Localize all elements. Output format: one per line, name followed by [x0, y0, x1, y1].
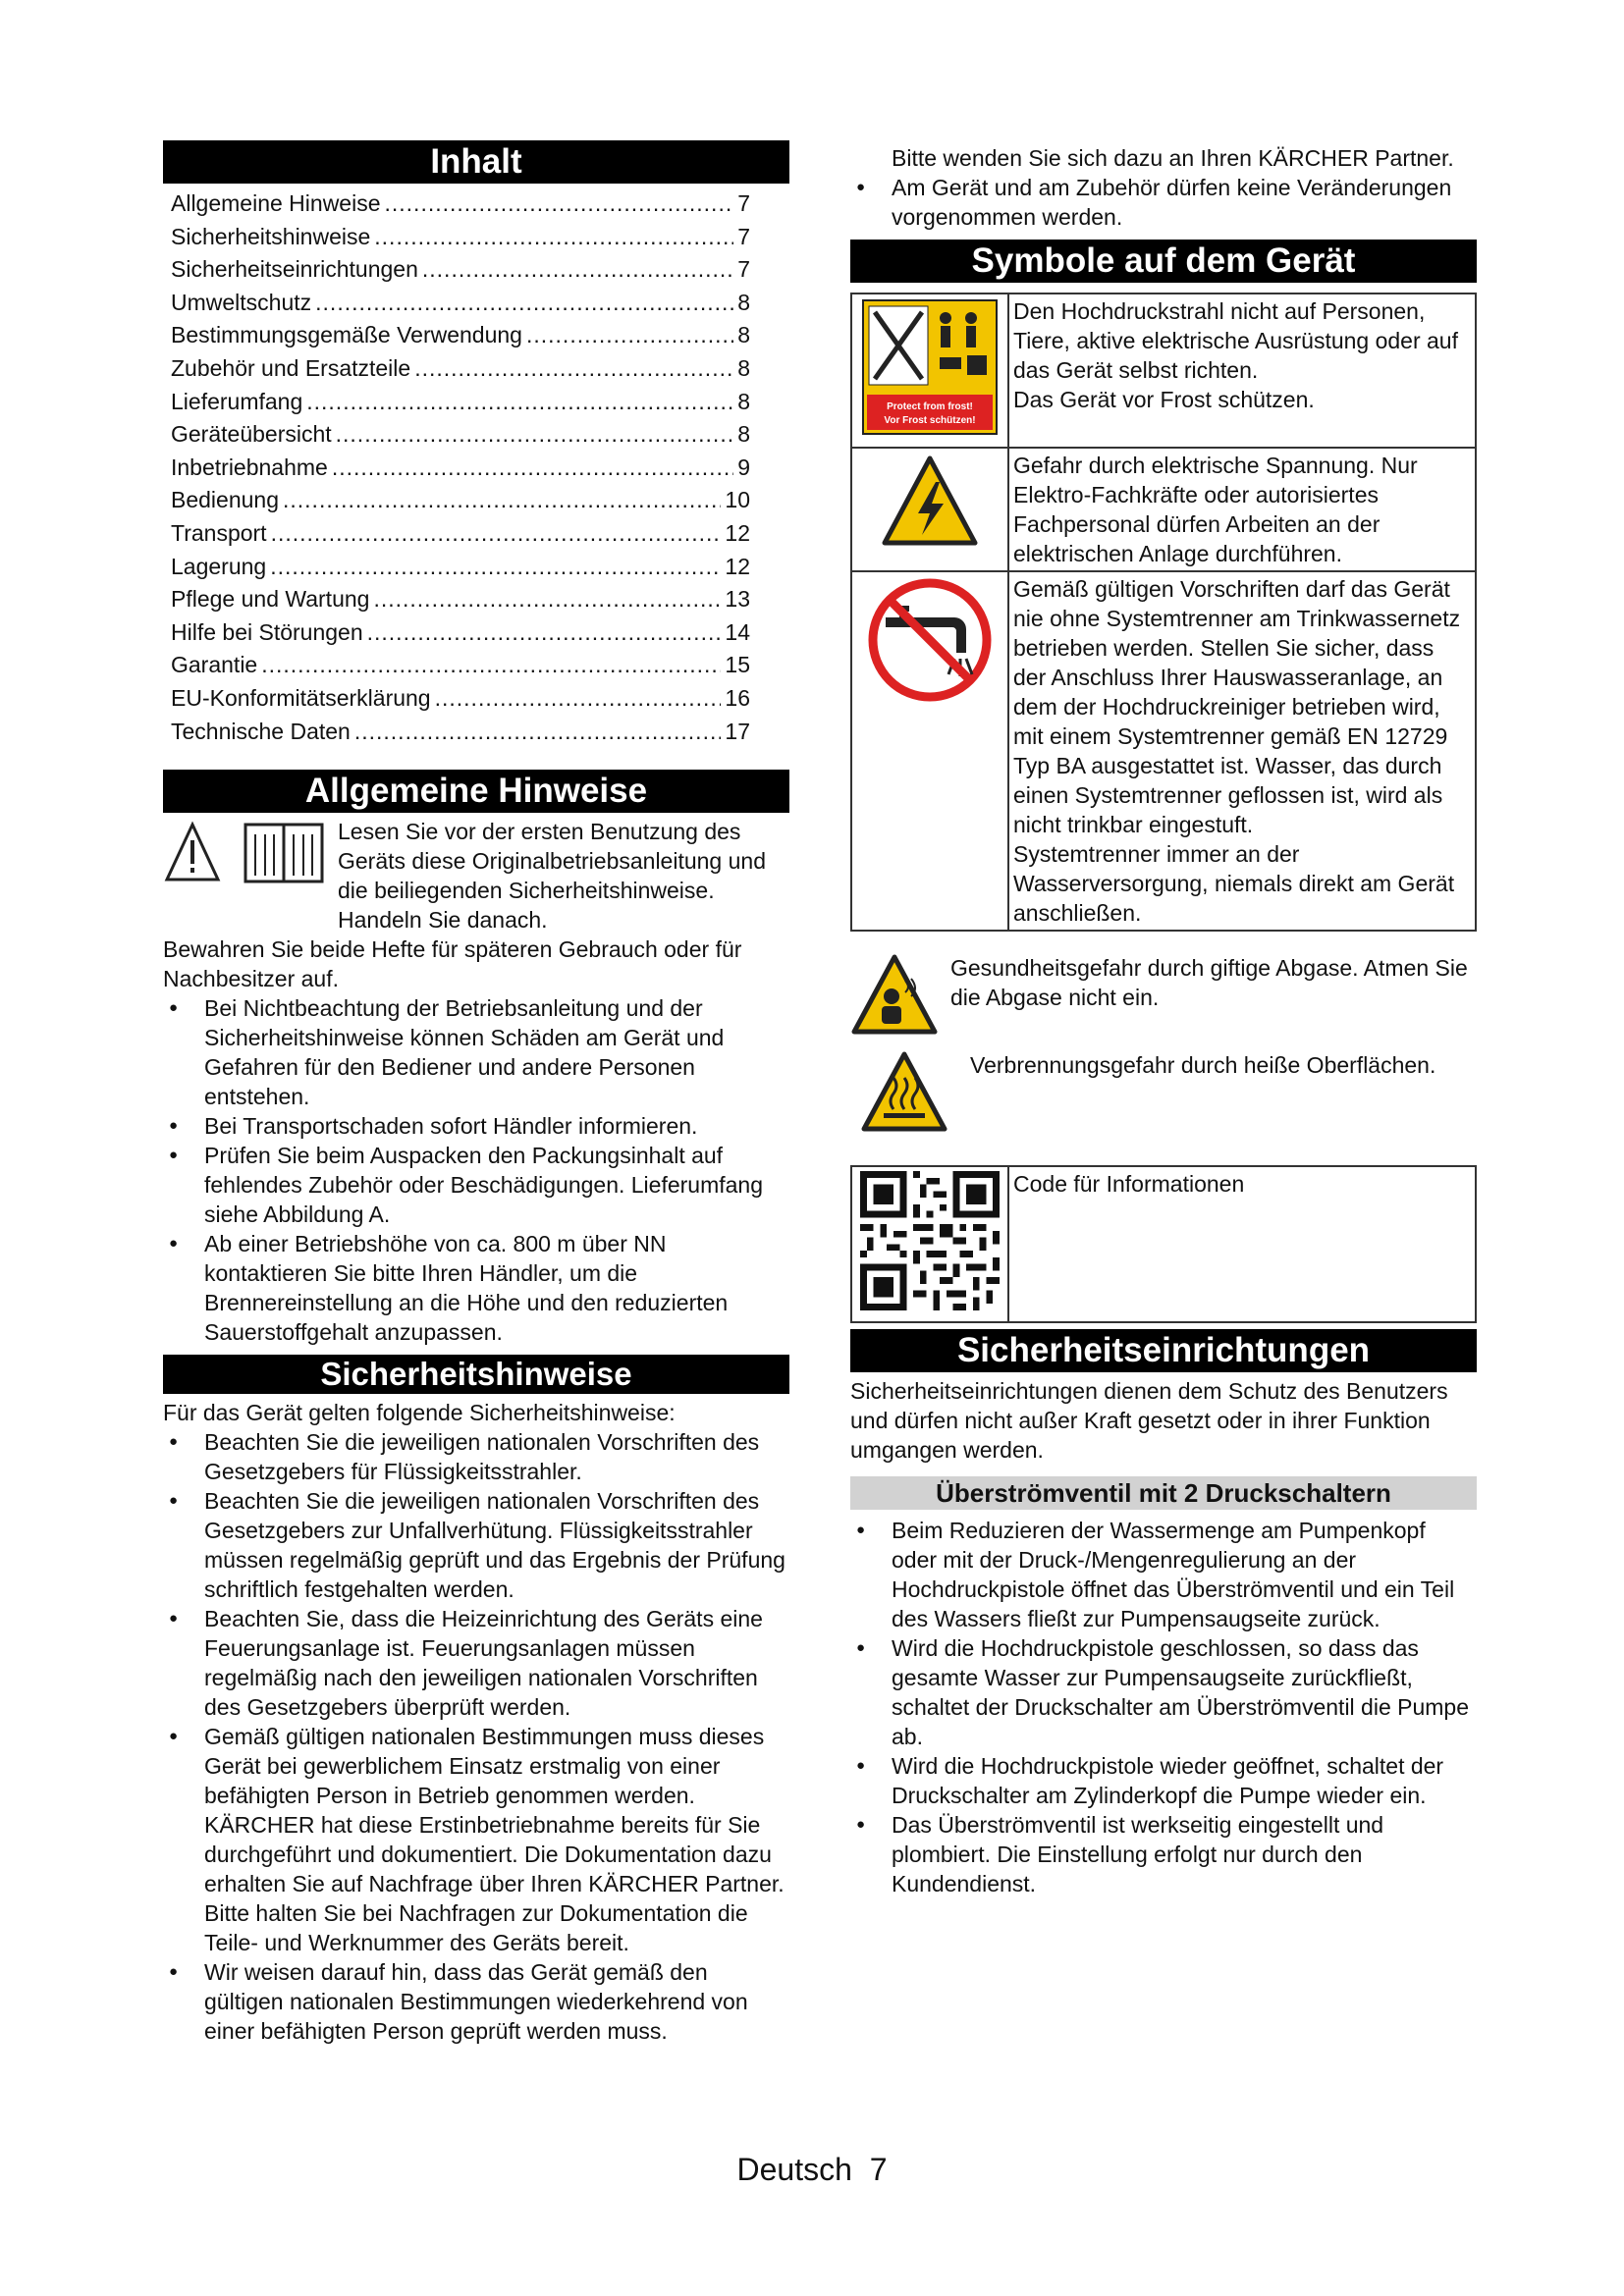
warning-and-manual-icon	[163, 819, 330, 887]
toc-entry[interactable]: Inbetriebnahme ..... 9	[163, 452, 789, 485]
allgemeine-intro-text: Lesen Sie vor der ersten Benutzung des Geräts diese Originalbetriebsanleitung und die beiliegenden Sicherheitshinweise. Handeln Sie danach.	[338, 819, 766, 934]
toc-entry[interactable]: Garantie ..... 15	[163, 649, 789, 682]
left-column	[163, 140, 789, 2046]
toc-entry[interactable]: Transport ..... 12	[163, 517, 789, 551]
list-item: ● Ab einer Betriebshöhe von ca. 800 m über NN kontaktieren Sie bitte Ihren Händler, um die Brennereinstellung an die Höhe und den reduzierten Sauerstoffgehalt anzupassen.	[163, 1229, 789, 1347]
list-item: ● Bei Nichtbeachtung der Betriebsanleitung und der Sicherheitshinweise können Schäden am Gerät und Gefahren für den Bediener und andere Personen entstehen.	[163, 993, 789, 1111]
symbol-text: Den Hochdruckstrahl nicht auf Personen, Tiere, aktive elektrische Ausrüstung oder auf das Gerät selbst richten. Das Gerät vor Frost schützen.	[1008, 294, 1476, 448]
qr-table	[850, 1165, 1477, 1323]
list-item: ● Am Gerät und am Zubehör dürfen keine Veränderungen vorgenommen werden.	[850, 173, 1477, 232]
symbole-heading: Symbole auf dem Gerät	[850, 240, 1477, 283]
continued-list	[850, 173, 1477, 232]
toc-entry[interactable]: Umweltschutz ..... 8	[163, 287, 789, 320]
toc-entry[interactable]: Allgemeine Hinweise ..... 7	[163, 187, 789, 221]
toc-entry[interactable]: Technische Daten ..... 17	[163, 716, 789, 749]
symbol-text: Code für Informationen	[1008, 1166, 1476, 1322]
toc-entry[interactable]: Lieferumfang ..... 8	[163, 386, 789, 419]
frost-label-en: Protect from frost!	[887, 401, 973, 412]
symbol-cell	[851, 294, 1008, 448]
einrichtungen-heading: Sicherheitseinrichtungen	[850, 1329, 1477, 1372]
ueberstroemventil-subheading: Überströmventil mit 2 Druckschaltern	[850, 1476, 1477, 1510]
symbol-cell	[851, 448, 1008, 571]
allgemeine-para: Bewahren Sie beide Hefte für späteren Gebrauch oder für Nachbesitzer auf.	[163, 936, 742, 992]
symbol-row	[851, 448, 1476, 571]
toc-entry[interactable]: Geräteübersicht ..... 8	[163, 418, 789, 452]
frost-label-de: Vor Frost schützen!	[884, 415, 976, 426]
list-item: ● Wird die Hochdruckpistole geschlossen, so dass das gesamte Wasser zur Pumpensaugseite zurückfließt, schaltet der Druckschalter am Überströmventil die Pumpe ab.	[850, 1633, 1477, 1751]
symbol-row	[851, 294, 1476, 448]
list-item: ● Gemäß gültigen nationalen Bestimmungen muss dieses Gerät bei gewerblichem Einsatz erstmalig von einer befähigten Person in Betrieb genommen werden. KÄRCHER hat diese Erstinbetriebnahme bereits für Sie durchgeführt und dokumentiert. Die Dokumentation dazu erhalten Sie auf Nachfrage über Ihren KÄRCHER Partner. Bitte halten Sie bei Nachfragen zur Dokumentation die Teile- und Werknummer des Geräts bereit.	[163, 1722, 789, 1957]
footer-language: Deutsch	[736, 2152, 852, 2187]
symbol-row	[851, 571, 1476, 931]
symbol-cell	[851, 1166, 1008, 1322]
footer-page-number: 7	[869, 2152, 888, 2187]
no-direct-drinking-water-connection-icon	[866, 576, 994, 704]
einrichtungen-intro: Sicherheitseinrichtungen dienen dem Schutz des Benutzers und dürfen nicht außer Kraft gesetzt oder in ihrer Funktion umgangen werden.	[850, 1378, 1448, 1463]
hot-text: Verbrennungsgefahr durch heiße Oberflächen.	[970, 1052, 1436, 1078]
symbol-cell	[851, 571, 1008, 931]
right-column	[850, 143, 1477, 1898]
symbol-table	[850, 293, 1477, 932]
list-item: ● Beachten Sie, dass die Heizeinrichtung des Geräts eine Feuerungsanlage ist. Feuerungsanlagen müssen regelmäßig nach den jeweiligen nationalen Vorschriften des Gesetzgebers überprüft werden.	[163, 1604, 789, 1722]
continued-text: Bitte wenden Sie sich dazu an Ihren KÄRCHER Partner.	[892, 145, 1454, 171]
list-item: ● Wir weisen darauf hin, dass das Gerät gemäß den gültigen nationalen Bestimmungen wiederkehrend von einer befähigten Person geprüft werden muss.	[163, 1957, 789, 2046]
list-item: ● Wird die Hochdruckpistole wieder geöffnet, schaltet der Druckschalter am Zylinderkopf die Pumpe wieder ein.	[850, 1751, 1477, 1810]
symbol-text: Gemäß gültigen Vorschriften darf das Gerät nie ohne Systemtrenner am Trinkwassernetz betrieben werden. Stellen Sie sicher, dass der Anschluss Ihrer Hauswasseranlage, an dem der Hochdruckreiniger betrieben wird, mit einem Systemtrenner gemäß EN 12729 Typ BA ausgestattet ist. Wasser, das durch einen Systemtrenner geflossen ist, wird als nicht trinkbar eingestuft. Systemtrenner immer an der Wasserversorgung, niemals direkt am Gerät anschließen.	[1008, 571, 1476, 931]
symbol-hot	[850, 1050, 1477, 1142]
list-item: ● Das Überströmventil ist werkseitig eingestellt und plombiert. Die Einstellung erfolgt nur durch den Kundendienst.	[850, 1810, 1477, 1898]
toc-entry[interactable]: Bedienung ..... 10	[163, 484, 789, 517]
sicherheit-heading: Sicherheitshinweise	[163, 1355, 789, 1394]
toc-heading: Inhalt	[163, 140, 789, 184]
symbol-text: Gefahr durch elektrische Spannung. Nur Elektro-Fachkräfte oder autorisiertes Fachpersonal dürfen Arbeiten an der elektrischen Anlage durchführen.	[1008, 448, 1476, 571]
toc-entry[interactable]: Hilfe bei Störungen ..... 14	[163, 616, 789, 650]
hot-surface-warning-icon	[860, 1050, 948, 1135]
toc-entry[interactable]: Lagerung ..... 12	[163, 551, 789, 584]
allgemeine-intro	[163, 817, 789, 934]
list-item: ● Beim Reduzieren der Wassermenge am Pumpenkopf oder mit der Druck-/Mengenregulierung an der Hochdruckpistole öffnet das Überströmventil und ein Teil des Wassers fließt zur Pumpensaugseite zurück.	[850, 1516, 1477, 1633]
list-item: ● Bei Transportschaden sofort Händler informieren.	[163, 1111, 789, 1141]
toxic-gas-warning-icon	[850, 953, 939, 1038]
toc-entry[interactable]: EU-Konformitätserklärung ..... 16	[163, 682, 789, 716]
qr-code-icon	[860, 1171, 1000, 1310]
toc-entry[interactable]: Pflege und Wartung ..... 13	[163, 583, 789, 616]
toc-entry[interactable]: Sicherheitseinrichtungen ..... 7	[163, 253, 789, 287]
list-item: ● Beachten Sie die jeweiligen nationalen Vorschriften des Gesetzgebers für Flüssigkeitsstrahler.	[163, 1427, 789, 1486]
toc-entry[interactable]: Bestimmungsgemäße Verwendung ..... 8	[163, 319, 789, 352]
list-item: ● Beachten Sie die jeweiligen nationalen Vorschriften des Gesetzgebers zur Unfallverhütung. Flüssigkeitsstrahler müssen regelmäßig geprüft und das Ergebnis der Prüfung schriftlich festgehalten werden.	[163, 1486, 789, 1604]
no-spray-frost-label-icon	[861, 298, 999, 436]
page-footer	[0, 2152, 1624, 2187]
allgemeine-list	[163, 993, 789, 1347]
list-item: ● Prüfen Sie beim Auspacken den Packungsinhalt auf fehlendes Zubehör oder Beschädigungen. Lieferumfang siehe Abbildung A.	[163, 1141, 789, 1229]
sicherheit-intro: Für das Gerät gelten folgende Sicherheitshinweise:	[163, 1400, 676, 1426]
toc-entry[interactable]: Zubehör und Ersatzteile ..... 8	[163, 352, 789, 386]
electric-hazard-icon	[881, 453, 979, 551]
sicherheit-list	[163, 1427, 789, 2046]
symbol-gas	[850, 953, 1477, 1044]
allgemeine-heading: Allgemeine Hinweise	[163, 770, 789, 813]
table-of-contents	[163, 187, 789, 748]
einrichtungen-list	[850, 1516, 1477, 1898]
toc-entry[interactable]: Sicherheitshinweise ..... 7	[163, 221, 789, 254]
gas-text: Gesundheitsgefahr durch giftige Abgase. Atmen Sie die Abgase nicht ein.	[950, 955, 1468, 1010]
symbol-row	[851, 1166, 1476, 1322]
